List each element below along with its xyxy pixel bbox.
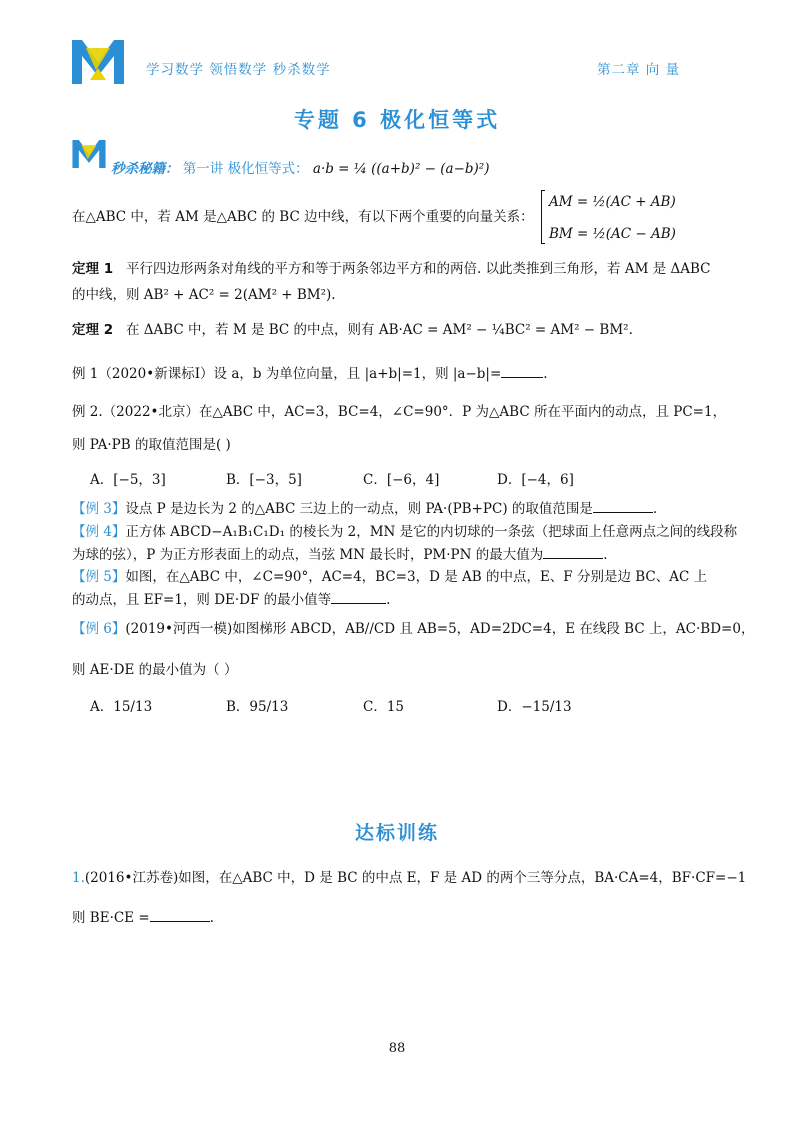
- practice-1-line1: [72, 866, 746, 886]
- example-5-text2: 的动点，且 EF=1，则 DE·DF 的最小值等: [72, 592, 332, 608]
- brand-logo: [72, 40, 124, 84]
- practice-1-line2: 则 BE·CE = .: [72, 910, 214, 926]
- choice-d: D．[−4，6]: [497, 472, 574, 488]
- theorem-2: [72, 318, 633, 338]
- theorem-1: [72, 257, 711, 277]
- choice-c: C．[−6，4]: [363, 472, 440, 488]
- polarization-formula: a·b = ¼ ((a+b)² − (a−b)²): [312, 161, 490, 177]
- example-4-line1: [72, 520, 737, 540]
- topic-title: 专题 6 极化恒等式: [293, 108, 501, 132]
- median-relation-1: AM = ½(AC + AB): [549, 194, 676, 210]
- example-6-line2: 则 AE·DE 的最小值为（ ）: [72, 662, 238, 678]
- page-number: 88: [388, 1041, 406, 1056]
- answer-blank: [150, 921, 210, 922]
- section-title: 达标训练: [354, 822, 439, 844]
- answer-blank: [593, 512, 653, 513]
- practice-1-text2: 则 BE·CE =: [72, 910, 150, 926]
- theorem-2-text: 在 ΔABC 中，若 M 是 BC 的中点，则有 AB·AC = AM² − ¼BC² = AM² − BM².: [125, 322, 633, 338]
- example-5-text1: 如图，在△ABC 中，∠C=90°，AC=4，BC=3，D 是 AB 的中点，E、F 分别是边 BC、AC 上: [125, 569, 708, 585]
- answer-blank: [331, 603, 386, 604]
- answer-blank: [501, 377, 543, 378]
- example-4-text1: 正方体 ABCD−A₁B₁C₁D₁ 的棱长为 2，MN 是它的内切球的一条弦（把球面上任意两点之间的线段称: [125, 524, 738, 540]
- example-6-line1: [72, 617, 754, 637]
- example-6-text1: (2019•河西一模)如图梯形 ABCD，AB//CD 且 AB=5，AD=2DC=4，E 在线段 BC 上，AC·BD=0，: [125, 621, 755, 637]
- practice-1-num: 1.: [72, 870, 85, 886]
- theorem-1-label: 定理 1: [72, 261, 114, 277]
- choice-b: B．95/13: [226, 699, 289, 715]
- choice-a: A．15/13: [90, 699, 153, 715]
- theorem-1-line2: 的中线，则 AB² + AC² = 2(AM² + BM²).: [72, 287, 336, 303]
- header-chapter: 第二章 向 量: [597, 62, 681, 78]
- practice-1-text1: (2016•江苏卷)如图，在△ABC 中，D 是 BC 的中点 E，F 是 AD 的两个三等分点，BA·CA=4，BF·CF=−1: [84, 870, 747, 886]
- secret-line: [111, 157, 489, 177]
- example-6-label: 【例 6】: [72, 621, 126, 637]
- example-3-label: 【例 3】: [72, 501, 126, 517]
- example-5-line1: [72, 565, 707, 585]
- header-slogan: 学习数学 领悟数学 秒杀数学: [146, 62, 331, 78]
- choice-b: B．[−3，5]: [226, 472, 302, 488]
- median-relation-2: BM = ½(AC − AB): [549, 226, 676, 242]
- example-2-line2: 则 PA·PB 的取值范围是( ): [72, 437, 231, 453]
- example-1: 例 1（2020•新课标Ⅰ）设 a，b 为单位向量，且 |a+b|=1，则 |a−b|= .: [72, 366, 548, 382]
- example-4-line2: 为球的弦），P 为正方形表面上的动点，当弦 MN 最长时，PM·PN 的最大值为 .: [72, 547, 608, 563]
- secret-logo: [72, 140, 106, 168]
- example-4-label: 【例 4】: [72, 524, 126, 540]
- median-intro: 在△ABC 中，若 AM 是△ABC 的 BC 边中线，有以下两个重要的向量关系：: [72, 209, 534, 225]
- example-3-text: 设点 P 是边长为 2 的△ABC 三边上的一动点，则 PA·(PB+PC) 的取值范围是: [125, 501, 593, 517]
- choice-c: C．15: [363, 699, 405, 715]
- theorem-1-line1: 平行四边形两条对角线的平方和等于两条邻边平方和的两倍. 以此类推到三角形，若 AM 是 ΔABC: [125, 261, 711, 277]
- example-1-text: 例 1（2020•新课标Ⅰ）设 a，b 为单位向量，且 |a+b|=1，则 |a−b|=: [72, 366, 502, 382]
- example-5-line2: 的动点，且 EF=1，则 DE·DF 的最小值等 .: [72, 592, 391, 608]
- theorem-2-label: 定理 2: [72, 322, 114, 338]
- secret-lead: 第一讲 极化恒等式：: [182, 161, 309, 177]
- choice-d: D．−15/13: [497, 699, 572, 715]
- secret-tag: 秒杀秘籍：: [111, 161, 179, 177]
- example-4-text2: 为球的弦），P 为正方形表面上的动点，当弦 MN 最长时，PM·PN 的最大值为: [72, 547, 544, 563]
- answer-blank: [543, 558, 603, 559]
- example-2-line1: 例 2.（2022•北京）在△ABC 中，AC=3，BC=4，∠C=90°．P 为△ABC 所在平面内的动点，且 PC=1，: [72, 404, 727, 420]
- example-3: 【例 3】设点 P 是边长为 2 的△ABC 三边上的一动点，则 PA·(PB+PC) 的取值范围是 .: [72, 501, 658, 517]
- brace: [541, 190, 545, 244]
- example-5-label: 【例 5】: [72, 569, 126, 585]
- choice-a: A．[−5，3]: [90, 472, 166, 488]
